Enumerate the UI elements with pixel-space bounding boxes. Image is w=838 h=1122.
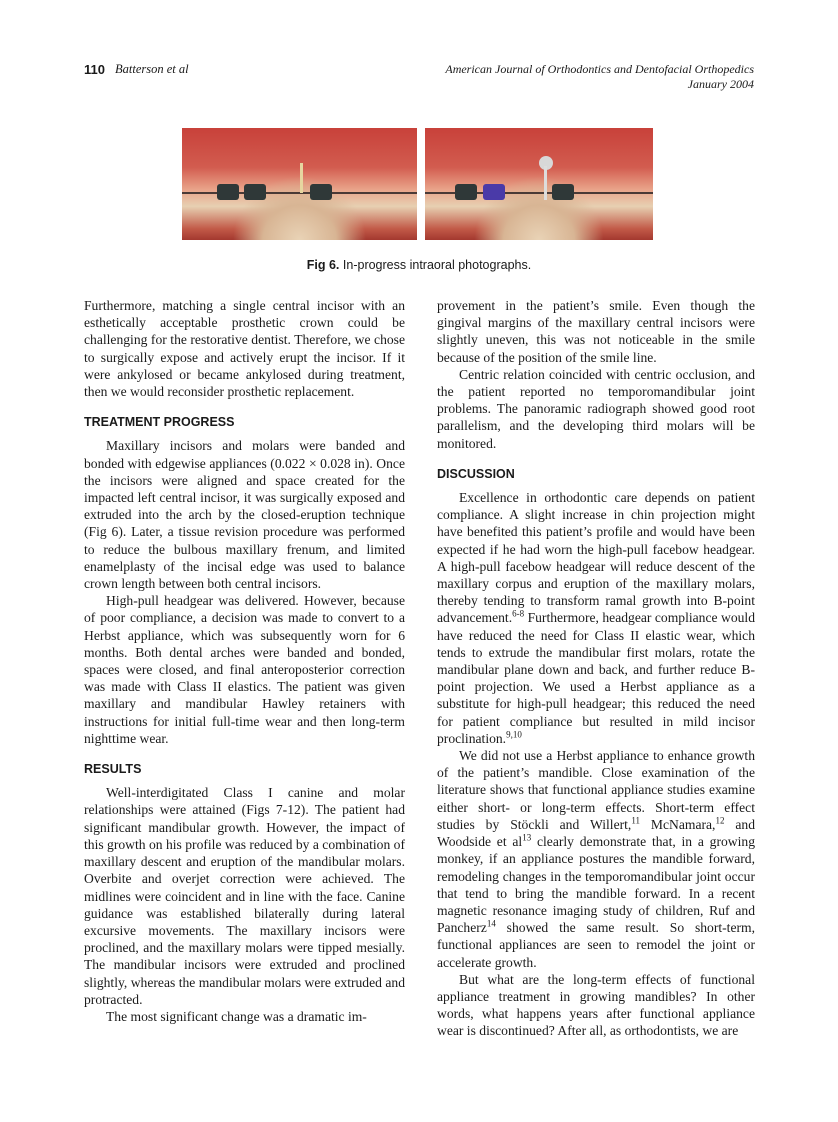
paragraph: Centric relation coincided with centric occlusion, and the patient reported no temporomandibular joint problems. The panoramic radiograph showed good root parallelism, and the developing third molars will be monitored. <box>437 366 755 451</box>
journal-title: American Journal of Orthodontics and Dentofacial Orthopedics <box>445 62 754 76</box>
text-run: Excellence in orthodontic care depends on patient compliance. A slight increase in chin projection might have benefited this patient’s profile and would have been expected if he had worn the high-pull facebow headgear. A high-pull facebow headgear will reduce descent of the maxillary corpus and eruption of the maxillary molars, thereby tending to transform ramal growth into B-point advancement. <box>437 490 755 626</box>
paragraph: But what are the long-term effects of functional appliance treatment in growing mandibles? In other words, what happens years after functional appliance wear is discontinued? After all, as orthodontists, we are <box>437 971 755 1039</box>
paragraph <box>437 489 755 747</box>
figure-caption-text: In-progress intraoral photographs. <box>342 258 532 272</box>
paragraph: Well-interdigitated Class I canine and molar relationships were attained (Figs 7-12). The patient had significant mandibular growth. However, the impact of this growth on his profile was reduced by a combination of maxillary descent and eruption of the mandibular molars. Overbite and overjet correction were achieved. The midlines were coincident and in line with the face. Canine guidance was established bilaterally during lateral excursive movements. The maxillary incisors were proclined, and the maxillary molars were tipped mesially. The mandibular incisors were extruded and proclined slightly, whereas the mandibular molars were extruded and protracted. <box>84 785 405 1007</box>
citation: 12 <box>715 815 725 826</box>
figure-caption <box>0 258 838 272</box>
text-run: McNamara, <box>639 816 716 832</box>
figure-label: Fig 6. <box>306 258 340 272</box>
paragraph: The most significant change was a dramatic im- <box>106 1008 367 1024</box>
citation: 14 <box>486 918 496 929</box>
intraoral-photo-left <box>182 128 417 240</box>
citation: 6-8 <box>512 608 525 619</box>
page-number: 110 <box>84 62 105 77</box>
left-column <box>84 297 405 1025</box>
issue-date: January 2004 <box>687 77 754 91</box>
right-column <box>437 297 755 1040</box>
citation: 13 <box>522 832 532 843</box>
paragraph <box>437 747 755 971</box>
running-authors: Batterson et al <box>115 62 189 76</box>
running-journal <box>445 62 754 92</box>
text-run: clearly demonstrate that, in a growing monkey, if an appliance postures the mandible forward, remodeling changes in the temporomandibular joint occur that tend to bring the mandible forward. In a recent magnetic resonance imaging study of children, Ruf and Pancherz <box>437 834 755 936</box>
text-run: and Woodside et al <box>437 816 756 850</box>
citation: 11 <box>631 815 640 826</box>
text-run: Furthermore, headgear compliance would have reduced the need for Class II elastic wear, which tends to extrude the mandibular first molars, rotate the mandibular plane down and back, and further reduce B-point projection. We used a Herbst appliance as a substitute for high-pull headgear; this reduced the need for patient compliance but resulted in mild incisor proclination. <box>437 610 755 746</box>
section-heading-treatment-progress: TREATMENT PROGRESS <box>84 415 235 430</box>
text-run: We did not use a Herbst appliance to enhance growth of the patient’s mandible. Close examination of the literature shows that functional appliance studies examine either short- or long-term effects. Short-term effect studies by Stöckli and Willert, <box>437 748 755 832</box>
paragraph: High-pull headgear was delivered. However, because of poor compliance, a decision was made to convert to a Herbst appliance, which was subsequently worn for 6 months. Both dental arches were banded and bonded, spaces were closed, and final anteroposterior correction was made with Class II elastics. The patient was given maxillary and mandibular Hawley retainers with instructions for initial full-time wear and then long-term nighttime wear. <box>84 593 405 746</box>
section-heading-results: RESULTS <box>84 762 142 777</box>
intraoral-photo-right <box>425 128 653 240</box>
text-run: showed the same result. So short-term, functional appliances are seen to remodel the joint or accelerate growth. <box>437 920 755 970</box>
paragraph: provement in the patient’s smile. Even though the gingival margins of the maxillary central incisors were slightly uneven, this was not noticeable in the smile because of the position of the smile line. <box>437 298 755 365</box>
paragraph: Maxillary incisors and molars were banded and bonded with edgewise appliances (0.022 × 0.028 in). Once the incisors were aligned and space created for the impacted left central incisor, it was surgically exposed and extruded into the arch by the closed-eruption technique (Fig 6). Later, a tissue revision procedure was performed to reduce the bulbous maxillary frenum, and limited enamelplasty of the incisal edge was used to balance crown length between both central incisors. <box>84 438 405 592</box>
section-heading-discussion: DISCUSSION <box>437 466 515 481</box>
paragraph: Furthermore, matching a single central incisor with an esthetically acceptable prosthetic crown could be challenging for the restorative dentist. Therefore, we chose to surgically expose and actively erupt the incisor. If it were ankylosed or became ankylosed during treatment, then we would reconsider prosthetic replacement. <box>84 298 405 400</box>
citation: 9,10 <box>506 729 522 740</box>
